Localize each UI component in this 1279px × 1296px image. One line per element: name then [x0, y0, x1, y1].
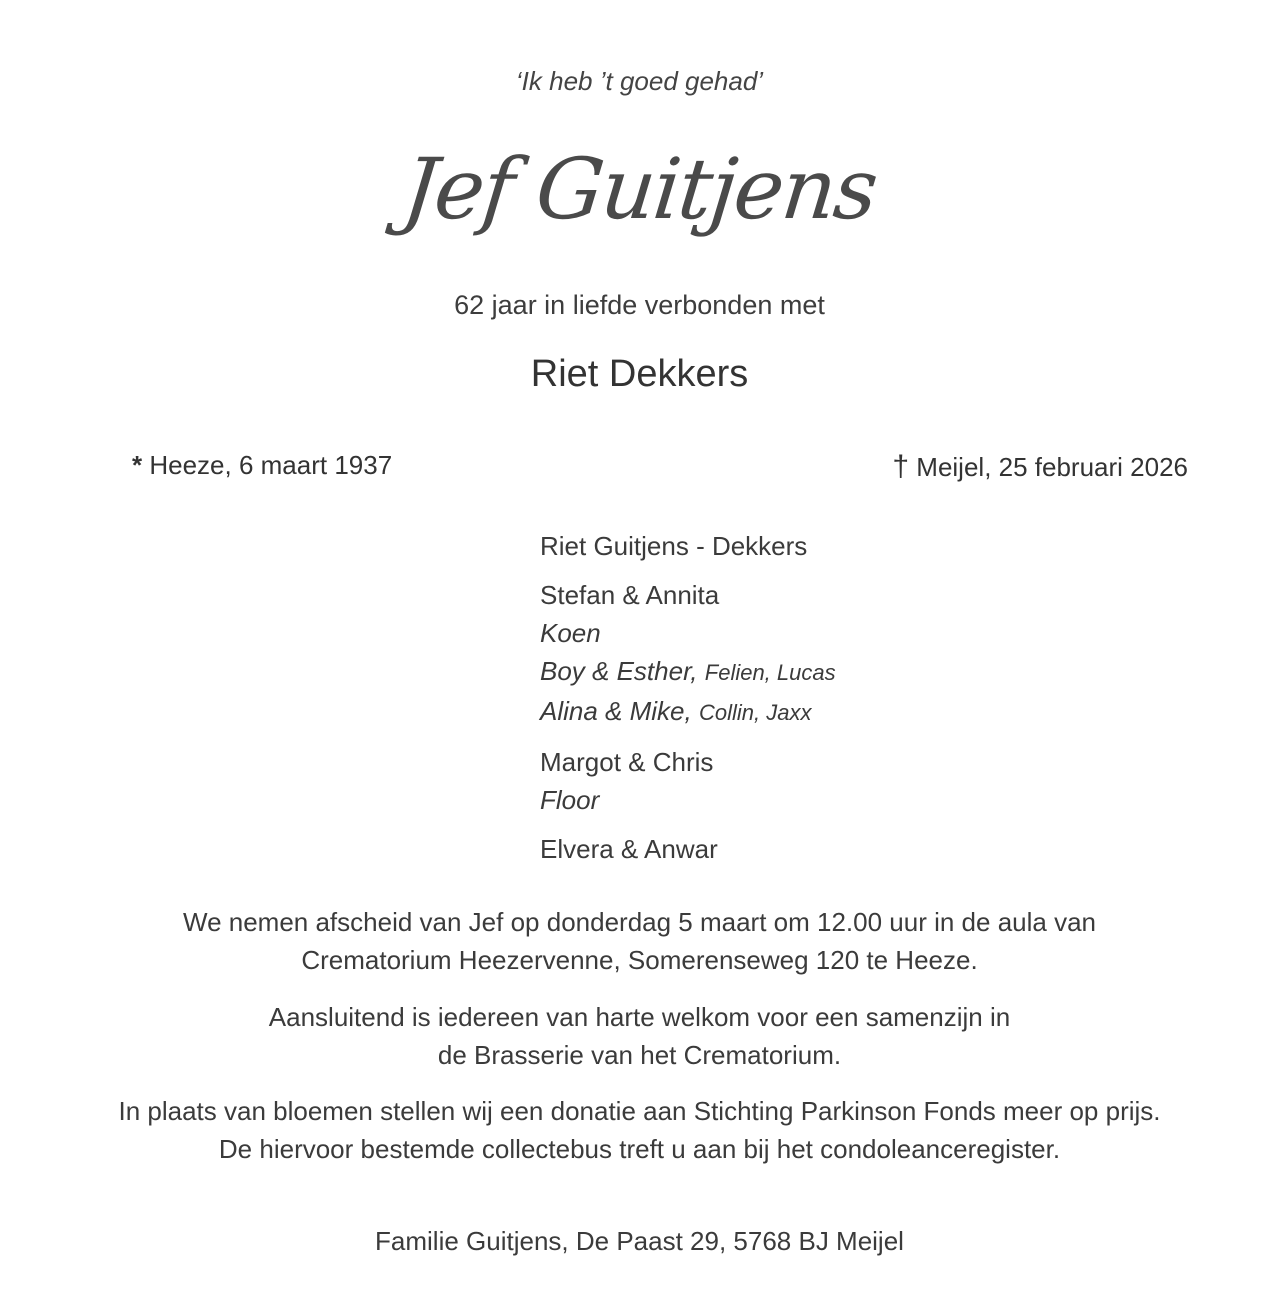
family-address: Familie Guitjens, De Paast 29, 5768 BJ Meijel — [375, 1226, 904, 1256]
grandchild-name: Alina & Mike, — [540, 696, 692, 726]
motto-quote: ‘Ik heb ’t goed gehad’ — [515, 66, 764, 96]
grandchild-name: Boy & Esther, — [540, 656, 698, 686]
farewell-line: Crematorium Heezervenne, Somerenseweg 120 te Heeze. — [301, 945, 978, 975]
child-name: Margot & Chris — [540, 747, 714, 777]
birth-info — [132, 450, 392, 481]
family-group-stefan — [540, 576, 836, 732]
family-list — [540, 527, 836, 879]
grandchild-name: Koen — [540, 618, 601, 648]
death-date: Meijel, 25 februari 2026 — [916, 452, 1188, 482]
gathering-paragraph — [0, 998, 1279, 1074]
grandchild-line — [540, 652, 836, 692]
family-group-elvera — [540, 830, 836, 868]
gathering-line: Aansluitend is iedereen van harte welkom voor een samenzijn in — [268, 1002, 1011, 1032]
donation-paragraph — [0, 1092, 1279, 1168]
donation-line: In plaats van bloemen stellen wij een donatie aan Stichting Parkinson Fonds meer op prijs. — [118, 1096, 1161, 1126]
death-info — [892, 450, 1188, 484]
donation-line: De hiervoor bestemde collectebus treft u aan bij het condoleanceregister. — [218, 1134, 1061, 1164]
birth-date: Heeze, 6 maart 1937 — [149, 450, 393, 480]
family-group-spouse — [540, 527, 836, 565]
bond-text: 62 jaar in liefde verbonden met — [454, 290, 825, 320]
grandchild-line — [540, 692, 836, 732]
farewell-paragraph — [0, 903, 1279, 979]
farewell-line: We nemen afscheid van Jef op donderdag 5 maart om 12.00 uur in de aula van — [183, 907, 1096, 937]
gathering-line: de Brasserie van het Crematorium. — [437, 1040, 842, 1070]
great-grandchildren-names: Felien, Lucas — [704, 660, 836, 685]
child-name: Elvera & Anwar — [540, 834, 718, 864]
death-cross-symbol: † — [892, 450, 910, 483]
great-grandchildren-names: Collin, Jaxx — [698, 700, 812, 725]
partner-name: Riet Dekkers — [530, 353, 749, 395]
child-name: Stefan & Annita — [540, 580, 720, 610]
family-group-margot — [540, 743, 836, 819]
deceased-name: Jef Guitjens — [398, 140, 881, 238]
spouse-name: Riet Guitjens - Dekkers — [540, 531, 808, 561]
birth-symbol: * — [132, 450, 143, 480]
grandchild-name: Floor — [540, 785, 600, 815]
